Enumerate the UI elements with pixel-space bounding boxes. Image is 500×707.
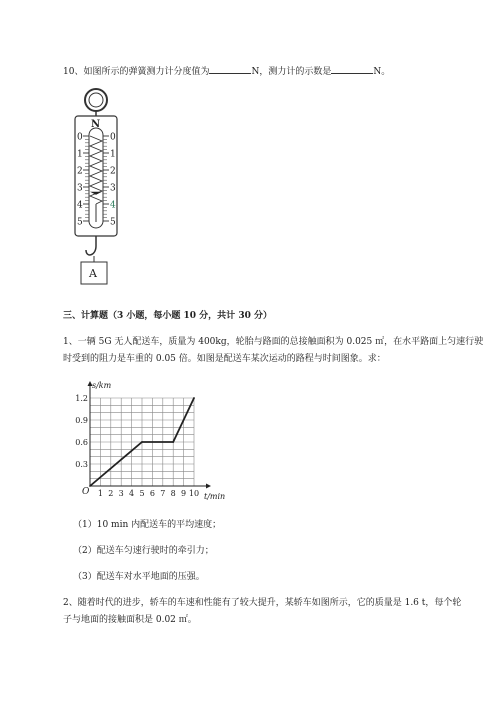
- q10-text: [63, 64, 390, 78]
- q10-suffix: N。: [373, 67, 391, 77]
- scale-tick-label-left: 0: [77, 132, 83, 143]
- scale-tick-label-right: 1: [110, 149, 116, 160]
- chart-x-tick-label: 9: [181, 489, 187, 498]
- scale-tick-label-left: 1: [77, 149, 83, 160]
- chart-x-tick-label: 3: [118, 489, 124, 498]
- chart-x-tick-label: 6: [149, 489, 155, 498]
- scale-tick-label-left: 3: [77, 183, 83, 194]
- p1-sub2: （2）配送车匀速行驶时的牵引力；: [73, 546, 214, 556]
- scale-unit-label: N: [91, 119, 101, 130]
- chart-x-tick-label: 1: [97, 489, 103, 498]
- scale-tick-label-right: 2: [110, 166, 116, 177]
- scale-tick-label-left: 4: [77, 200, 83, 211]
- chart-x-tick-label: 8: [170, 489, 176, 498]
- q10-prefix: 10、如图所示的弹簧测力计分度值为: [63, 67, 210, 77]
- q10-middle: N，测力计的示数是: [251, 67, 332, 77]
- p1-line2: 时受到的阻力是车重的 0.05 倍。如图是配送车某次运动的路程与时间图象。求：: [63, 354, 386, 364]
- chart-x-tick-label: 10: [188, 489, 200, 498]
- chart-data-point: [141, 441, 143, 443]
- chart-x-tick-label: 7: [160, 489, 166, 498]
- section3-heading: 三、计算题（3 小题，每小题 10 分，共计 30 分）: [63, 311, 272, 321]
- chart-y-tick-label: 1.2: [75, 394, 88, 403]
- scale-top-ring: [85, 89, 107, 111]
- p1-sub1: （1）10 min 内配送车的平均速度；: [73, 520, 222, 530]
- chart-y-tick-label: 0.3: [75, 460, 88, 469]
- chart-x-tick-label: 5: [139, 489, 145, 498]
- p1-sub3: （3）配送车对水平地面的压强。: [73, 572, 205, 582]
- p1-line1: 1、一辆 5G 无人配送车，质量为 400kg，轮胎与路面的总接触面积为 0.025 ㎡，在水平路面上匀速行驶: [63, 337, 484, 347]
- chart-data-point: [193, 397, 195, 399]
- q10-blank-2[interactable]: [331, 64, 373, 74]
- spring-scale-figure: [70, 86, 130, 296]
- scale-tick-label-right: 5: [110, 217, 116, 228]
- q10-blank-1[interactable]: [209, 64, 251, 74]
- scale-tick-label-right: 3: [110, 183, 116, 194]
- scale-tick-label-left: 5: [77, 217, 83, 228]
- scale-hook: [86, 246, 96, 255]
- chart-y-tick-label: 0.6: [75, 438, 88, 447]
- scale-tick-label-right: 4: [110, 200, 116, 211]
- distance-time-chart: [75, 378, 238, 504]
- chart-x-tick-label: 4: [129, 489, 135, 498]
- p2-line1: 2、随着时代的进步，轿车的车速和性能有了较大提升，某轿车如图所示，它的质量是 1.6 t，每个轮: [63, 598, 462, 608]
- weight-block-a-label: A: [89, 267, 97, 280]
- scale-tick-label-right: 0: [110, 132, 116, 143]
- scale-tick-label-left: 2: [77, 166, 83, 177]
- chart-x-axis-arrow: [206, 484, 211, 489]
- chart-x-axis-label: t/min: [204, 492, 226, 501]
- chart-origin-label: O: [82, 487, 90, 497]
- chart-data-point: [172, 441, 174, 443]
- chart-x-tick-label: 2: [108, 489, 114, 498]
- chart-y-axis-label: s/km: [92, 381, 112, 390]
- chart-y-tick-label: 0.9: [75, 416, 88, 425]
- p2-line2: 子与地面的接触面积是 0.02 ㎡。: [63, 615, 197, 625]
